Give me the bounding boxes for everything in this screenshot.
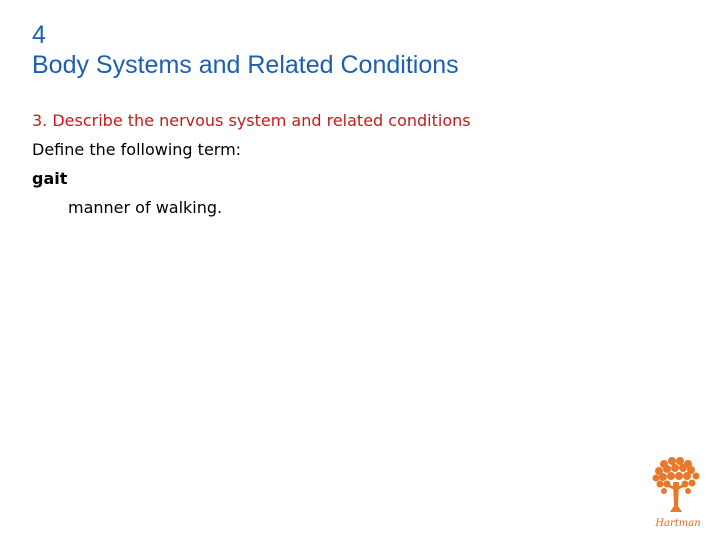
vocabulary-term: gait (32, 169, 68, 188)
tree-icon (646, 456, 708, 518)
slide-title (32, 20, 459, 80)
hartman-logo (646, 456, 708, 534)
chapter-number: 4 (32, 21, 46, 49)
term-definition: manner of walking. (68, 198, 223, 217)
chapter-title: Body Systems and Related Conditions (32, 51, 459, 79)
slide-content (32, 106, 672, 222)
learning-objective: 3. Describe the nervous system and related conditions (32, 111, 471, 130)
logo-text: Hartman (655, 518, 701, 529)
instruction-text: Define the following term: (32, 140, 242, 159)
